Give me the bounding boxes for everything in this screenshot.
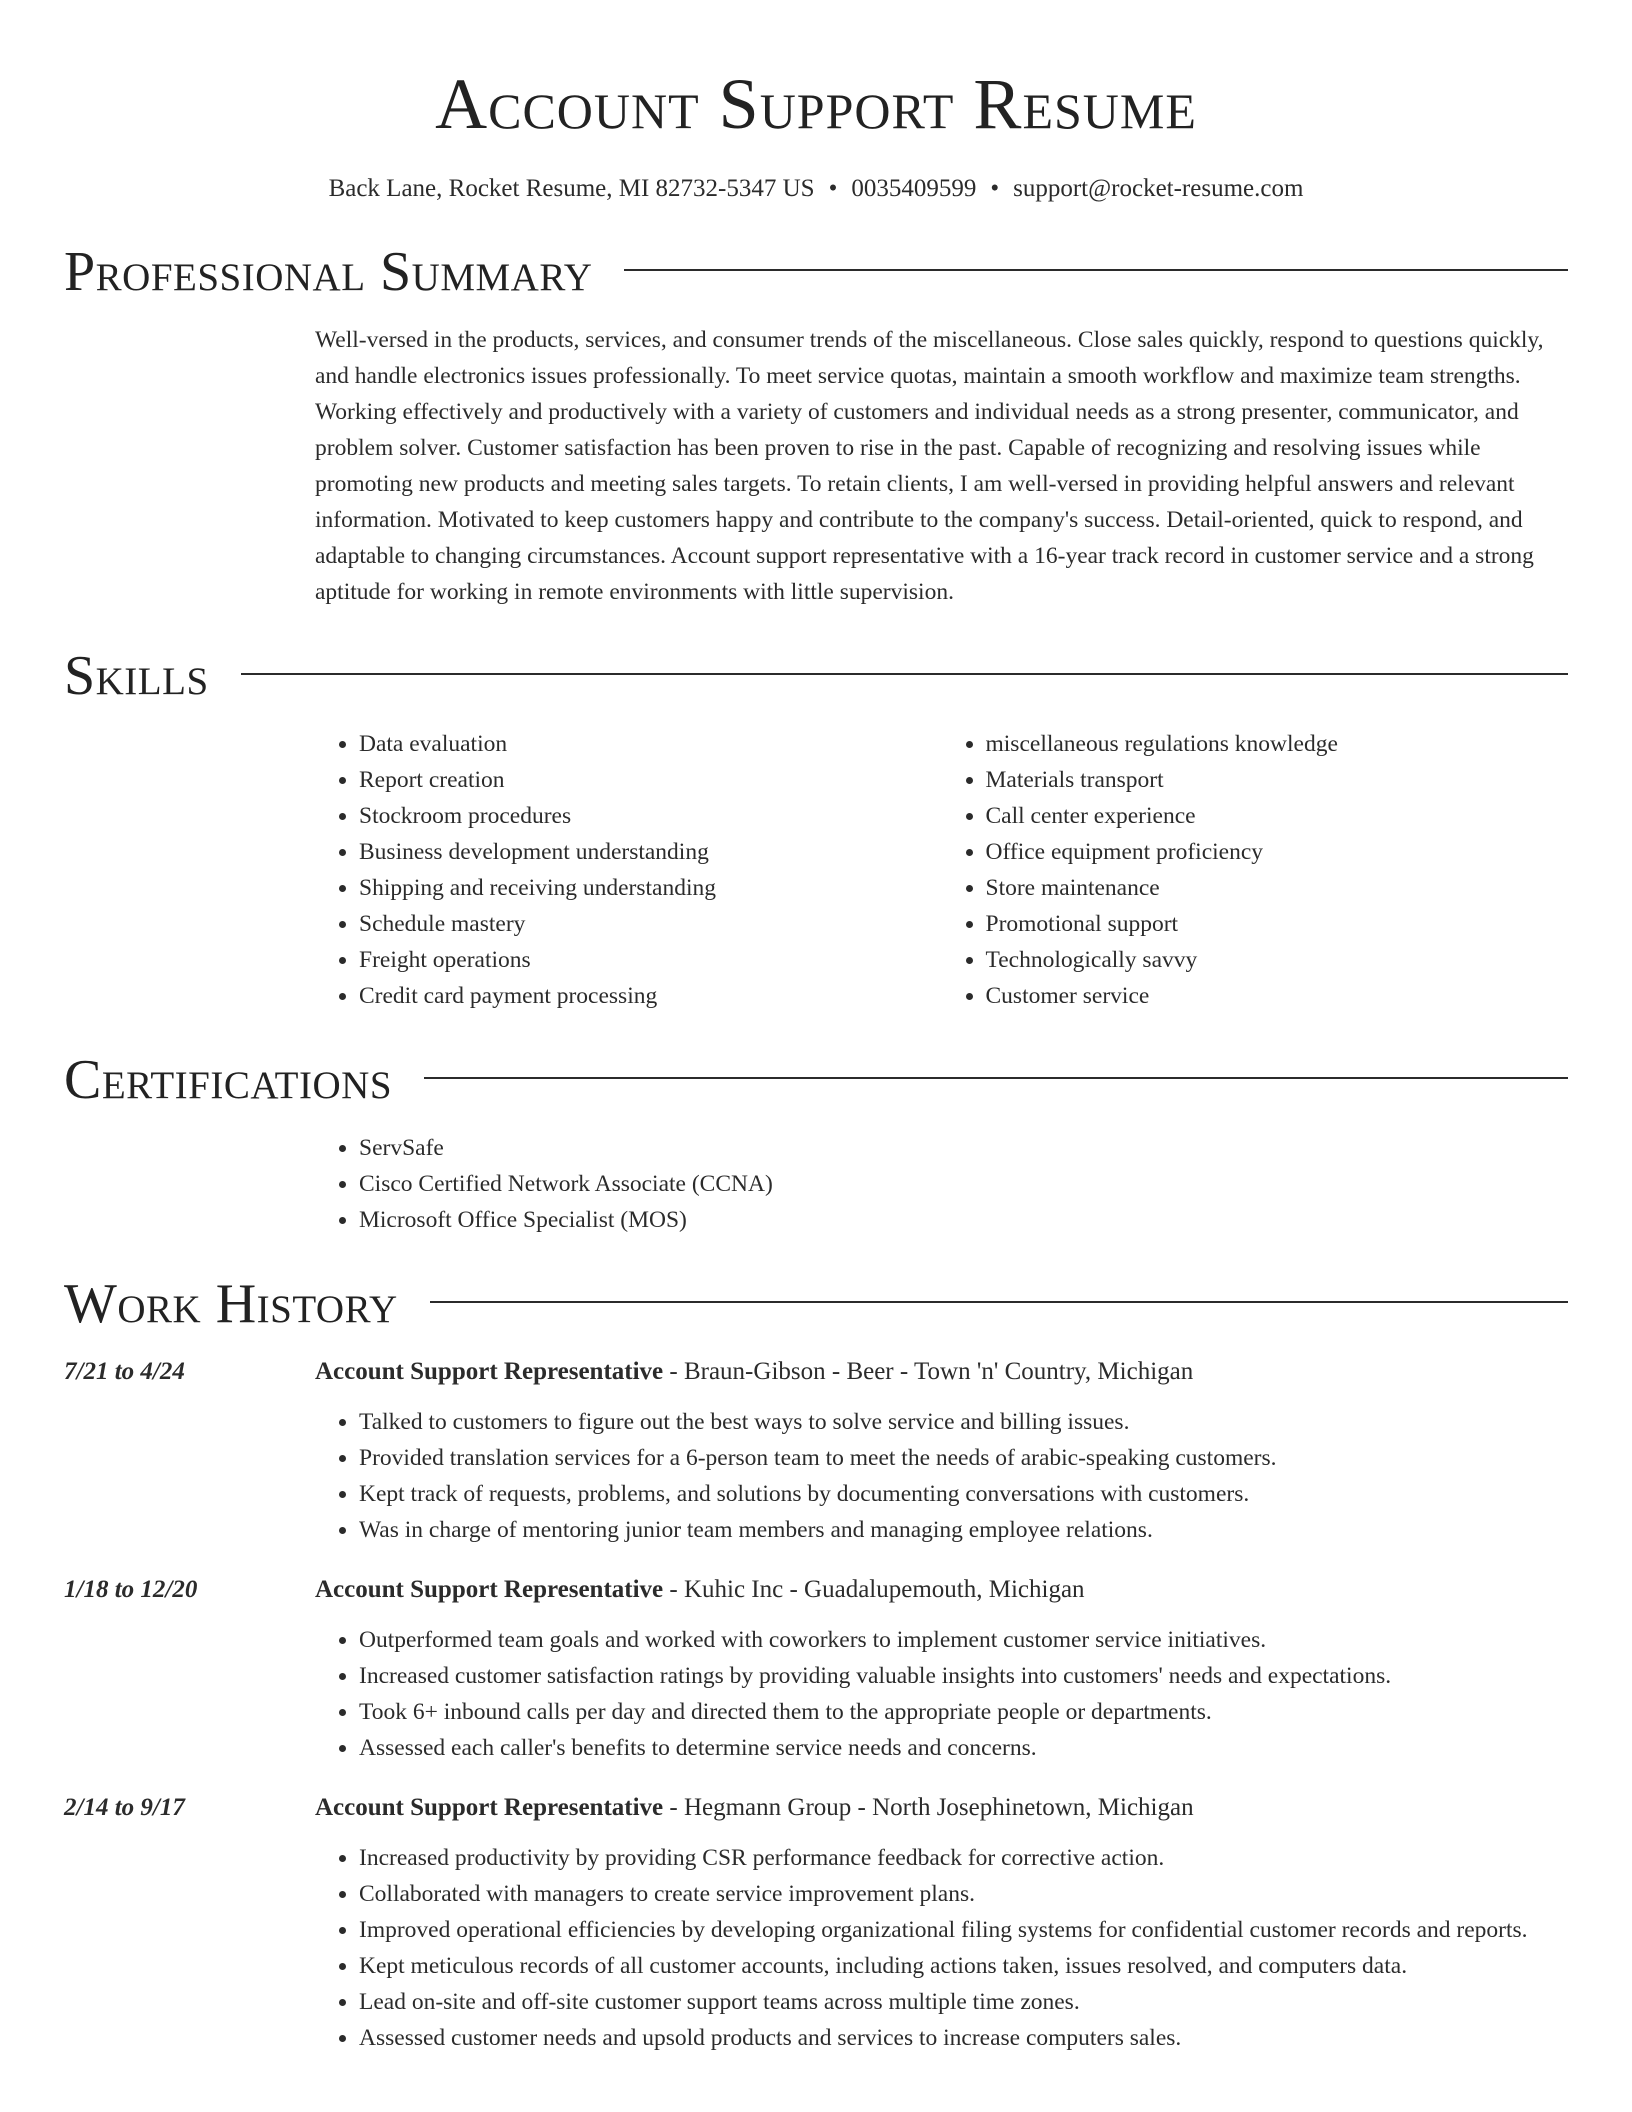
section-divider <box>241 673 1568 675</box>
skills-column-right <box>942 726 1569 1014</box>
summary-text: Well-versed in the products, services, and consumer trends of the miscellaneous. Close sales quickly, respond to questions quickly, and handle electronics issues professionally. To meet service quotas, maintain a smooth workflow and maximize team strengths. Working effectively and productively with a variety of customers and individual needs as a strong presenter, communicator, and problem solver. Customer satisfaction has been proven to rise in the past. Capable of recognizing and resolving issues while promoting new products and meeting sales targets. To retain clients, I am well-versed in providing helpful answers and relevant information. Motivated to keep customers happy and contribute to the company's success. Detail-oriented, quick to respond, and adaptable to changing circumstances. Account support representative with a 16-year track record in customer service and a strong aptitude for working in remote environments with little supervision. <box>315 327 1544 605</box>
section-title-summary: Professional Summary <box>64 241 593 303</box>
job-duty: • Improved operational efficiencies by developing organizational filing systems for confidential customer records and reports. <box>359 1912 1568 1948</box>
skill-item: • Promotional support <box>986 906 1569 942</box>
job-duty: • Assessed each caller's benefits to determine service needs and concerns. <box>359 1730 1568 1766</box>
contact-email: support@rocket-resume.com <box>1013 175 1304 202</box>
job-heading <box>315 1572 1085 1608</box>
section-title-certifications: Certifications <box>64 1049 393 1111</box>
job-duty: • Outperformed team goals and worked with coworkers to implement customer service initiatives. <box>359 1622 1568 1658</box>
skill-item: • Office equipment proficiency <box>986 834 1569 870</box>
job-entry <box>64 1790 1568 2056</box>
resume-title: Account Support Resume <box>435 64 1197 144</box>
job-duty: • Took 6+ inbound calls per day and directed them to the appropriate people or departments. <box>359 1694 1568 1730</box>
work-history-list <box>64 1354 1568 2056</box>
contact-address: Back Lane, Rocket Resume, MI 82732-5347 US <box>328 175 815 202</box>
section-header-work-history <box>64 1272 1568 1336</box>
section-divider <box>424 1077 1568 1079</box>
certification-item: • Microsoft Office Specialist (MOS) <box>359 1202 1568 1238</box>
job-duty: • Was in charge of mentoring junior team members and managing employee relations. <box>359 1512 1568 1548</box>
job-title: Account Support Representative <box>315 1358 664 1385</box>
skill-item: • Credit card payment processing <box>359 978 942 1014</box>
job-duties <box>315 1404 1568 1548</box>
job-duties <box>315 1840 1568 2056</box>
certification-item: • Cisco Certified Network Associate (CCNA) <box>359 1166 1568 1202</box>
skills-column-left <box>315 726 942 1014</box>
contact-separator: • <box>828 175 838 202</box>
job-entry <box>64 1354 1568 1548</box>
job-heading <box>315 1354 1193 1390</box>
skill-item: • Technologically savvy <box>986 942 1569 978</box>
contact-line <box>64 172 1568 206</box>
job-dates: 1/18 to 12/20 <box>64 1576 198 1603</box>
job-entry <box>64 1572 1568 1766</box>
job-title: Account Support Representative <box>315 1794 664 1821</box>
job-company-location: - Braun-Gibson - Beer - Town 'n' Country, Michigan <box>663 1358 1194 1385</box>
skill-item: • Report creation <box>359 762 942 798</box>
skill-item: • Materials transport <box>986 762 1569 798</box>
job-duty: • Kept track of requests, problems, and solutions by documenting conversations with customers. <box>359 1476 1568 1512</box>
skill-item: • Stockroom procedures <box>359 798 942 834</box>
skill-item: • Customer service <box>986 978 1569 1014</box>
job-dates: 2/14 to 9/17 <box>64 1794 185 1821</box>
job-duty: • Lead on-site and off-site customer support teams across multiple time zones. <box>359 1984 1568 2020</box>
skills-list <box>315 726 1568 1014</box>
job-company-location: - Hegmann Group - North Josephinetown, Michigan <box>663 1794 1194 1821</box>
skill-item: • Schedule mastery <box>359 906 942 942</box>
skill-item: • Freight operations <box>359 942 942 978</box>
section-header-skills <box>64 644 1568 708</box>
job-title: Account Support Representative <box>315 1576 664 1603</box>
section-divider <box>430 1301 1568 1303</box>
job-duty: • Assessed customer needs and upsold products and services to increase computers sales. <box>359 2020 1568 2056</box>
job-heading <box>315 1790 1194 1826</box>
skill-item: • Business development understanding <box>359 834 942 870</box>
job-dates: 7/21 to 4/24 <box>64 1358 185 1385</box>
job-duty: • Increased customer satisfaction ratings by providing valuable insights into customers' needs and expectations. <box>359 1658 1568 1694</box>
job-duty: • Kept meticulous records of all customer accounts, including actions taken, issues resolved, and computers data. <box>359 1948 1568 1984</box>
skill-item: • miscellaneous regulations knowledge <box>986 726 1569 762</box>
section-title-skills: Skills <box>64 645 209 707</box>
certifications-list <box>315 1130 1568 1238</box>
contact-separator: • <box>990 175 1000 202</box>
skill-item: • Data evaluation <box>359 726 942 762</box>
section-header-certifications <box>64 1048 1568 1112</box>
skill-item: • Store maintenance <box>986 870 1569 906</box>
contact-phone: 0035409599 <box>851 175 977 202</box>
certification-item: • ServSafe <box>359 1130 1568 1166</box>
job-duty: • Provided translation services for a 6-person team to meet the needs of arabic-speaking customers. <box>359 1440 1568 1476</box>
section-header-summary <box>64 240 1568 304</box>
section-title-work-history: Work History <box>64 1273 398 1335</box>
skill-item: • Call center experience <box>986 798 1569 834</box>
job-duty: • Talked to customers to figure out the best ways to solve service and billing issues. <box>359 1404 1568 1440</box>
job-duty: • Increased productivity by providing CSR performance feedback for corrective action. <box>359 1840 1568 1876</box>
job-duty: • Collaborated with managers to create service improvement plans. <box>359 1876 1568 1912</box>
skill-item: • Shipping and receiving understanding <box>359 870 942 906</box>
resume-page <box>64 0 1568 2056</box>
job-duties <box>315 1622 1568 1766</box>
section-divider <box>624 269 1568 271</box>
job-company-location: - Kuhic Inc - Guadalupemouth, Michigan <box>663 1576 1085 1603</box>
